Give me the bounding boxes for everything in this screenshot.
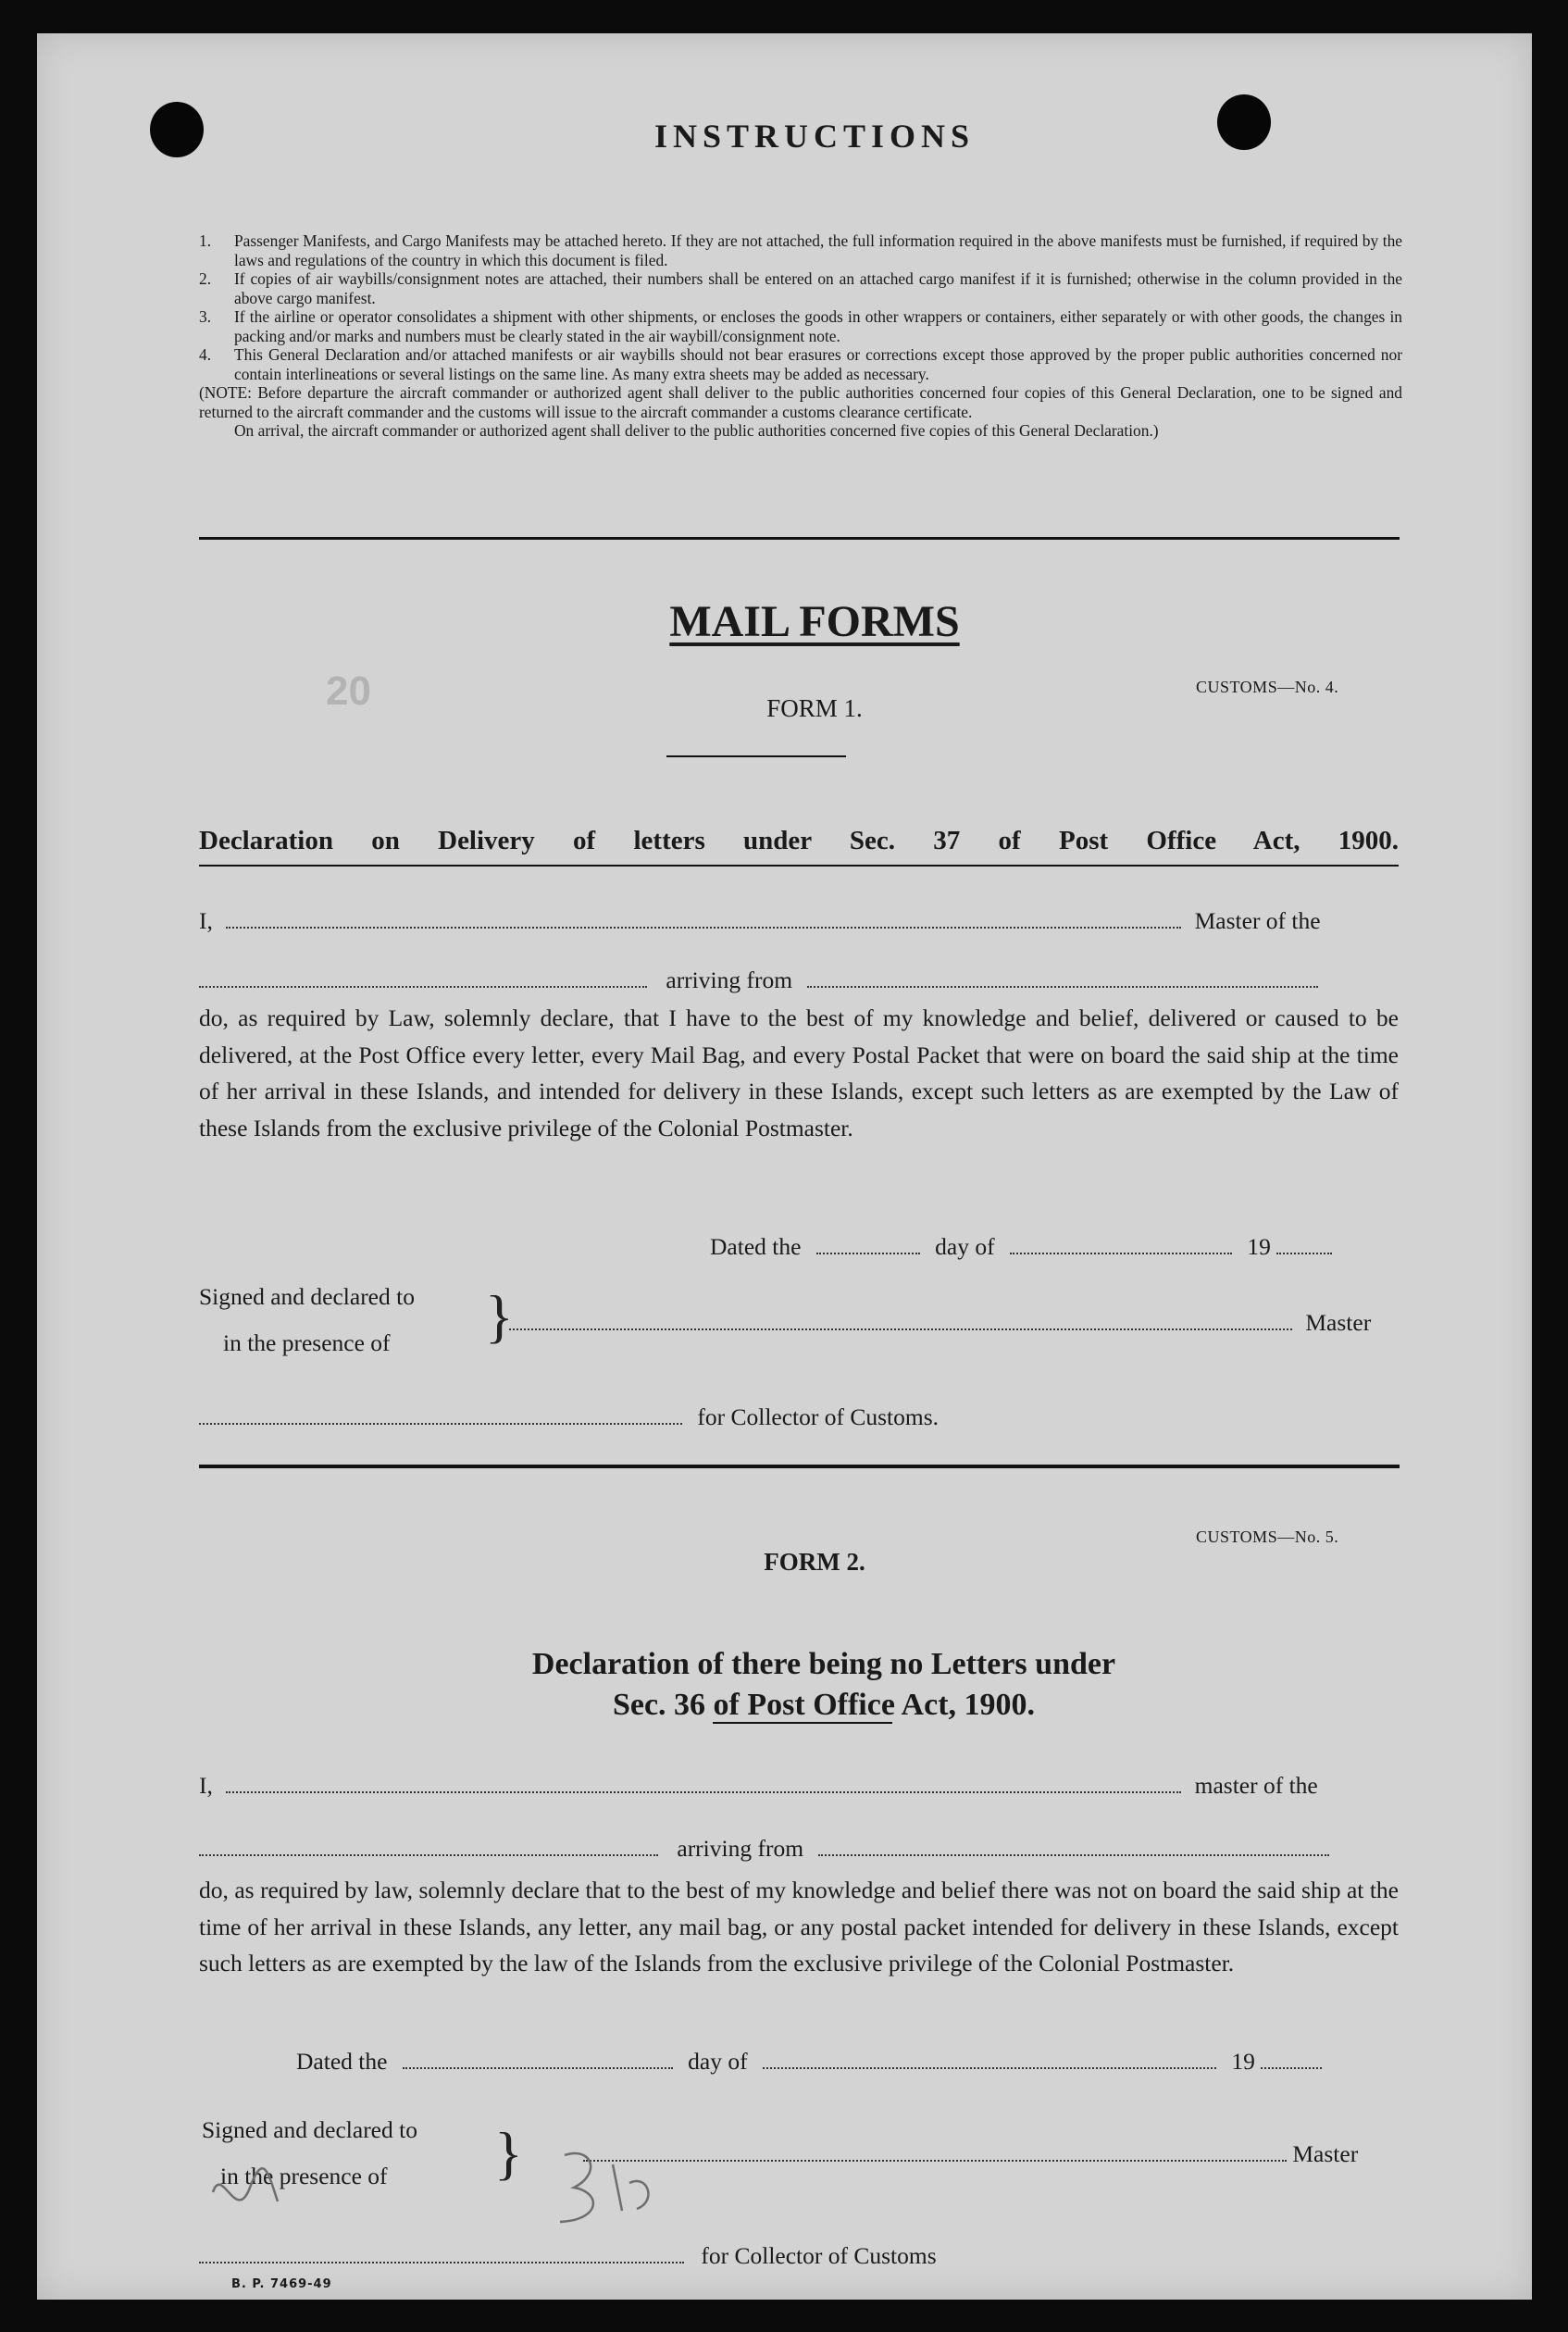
form1-collector-label: for Collector of Customs. (697, 1403, 940, 1430)
section-divider (199, 537, 1400, 540)
form2-body-text: do, as required by law, solemnly declare that to the best of my knowledge and belief there was not on board the said ship at the time of her arrival in these Islands, any letter, any mail bag, or any postal packet intended for delivery in these Islands, except such letters as are exempted by the law of the Islands from the exclusive privilege of the Colonial Postmaster. (199, 1877, 1399, 1977)
form2-port-field[interactable] (818, 1853, 1329, 1856)
form2-declaration-line1: Declaration of there being no Letters under (531, 1647, 1116, 1681)
form1-collector-signature-field[interactable] (199, 1422, 682, 1425)
form1-port-field[interactable] (807, 985, 1318, 988)
form1-month-field[interactable] (1010, 1252, 1232, 1254)
form2-date-field[interactable] (403, 2066, 673, 2069)
form1-date-field[interactable] (816, 1252, 920, 1254)
form2-i-label: I, (199, 1772, 213, 1799)
document-page (37, 33, 1532, 2300)
punch-hole-left (150, 102, 204, 157)
form1-name-line (199, 907, 1400, 935)
form1-customs-number: CUSTOMS—No. 4. (1196, 678, 1339, 696)
form1-title-underline (666, 755, 846, 757)
form2-ship-name-field[interactable] (199, 1853, 658, 1856)
form1-day-of-label: day of (935, 1233, 995, 1260)
form2-month-field[interactable] (763, 2066, 1216, 2069)
form2-dated-the-label: Dated the (296, 2048, 388, 2075)
form2-collector-signature-field[interactable] (199, 2261, 684, 2263)
instruction-item: 1. Passenger Manifests, and Cargo Manifests may be attached hereto. If they are not attached, the full information required in the above manifests must be furnished, if required by the laws and regulations of the country in which this document is filed. (199, 231, 1402, 269)
punch-hole-right (1217, 94, 1271, 150)
form-print-code: B. P. 7469-49 (231, 2277, 332, 2291)
form2-year-field[interactable] (1261, 2066, 1322, 2069)
form1-signed-label: Signed and declared to (199, 1283, 415, 1310)
form1-arriving-from-label: arriving from (666, 966, 793, 993)
form2-declaration-line2: Sec. 36 of Post Office Act, 1900. (612, 1688, 1036, 1722)
form1-declaration-heading: Declaration on Delivery of letters under Sec. 37 of Post Office Act, 1900. (199, 826, 1399, 855)
form2-heading-underline (713, 1722, 892, 1724)
instruction-note: (NOTE: Before departure the aircraft commander or authorized agent shall deliver to the public authorities concerned four copies of this General Declaration, one to be signed and returned to the aircraft commander and the customs will issue to the aircraft commander a customs clearance certificate. (199, 383, 1402, 421)
form1-dated-line (710, 1233, 1332, 1261)
form1-year-field[interactable] (1276, 1252, 1332, 1254)
form1-dated-the-label: Dated the (710, 1233, 802, 1260)
form1-body-text: do, as required by Law, solemnly declare, that I have to the best of my knowledge and belief, delivered or caused to be delivered, at the Post Office every letter, every Mail Bag, and every Postal Packet that were on board the said ship at the time of her arrival in these Islands, and intended for delivery in these Islands, except such letters as are exempted by the Law of these Islands from the exclusive privilege of the Colonial Postmaster. (199, 1004, 1399, 1141)
form2-title: FORM 2. (764, 1548, 865, 1576)
form1-brace: } (485, 1283, 514, 1349)
form2-master-signature-field[interactable] (583, 2159, 1287, 2162)
form2-presence-label: in the presence of (220, 2163, 388, 2189)
form1-arriving-line (199, 966, 1400, 994)
form2-signed-label: Signed and declared to (202, 2116, 417, 2143)
form2-declaration-heading (361, 1644, 1287, 1726)
form2-name-line (199, 1772, 1400, 1800)
form1-master-label: Master (1305, 1309, 1372, 1336)
form1-title: FORM 1. (766, 694, 863, 722)
form2-collector-label: for Collector of Customs (701, 2242, 937, 2269)
form1-ship-name-field[interactable] (199, 985, 647, 988)
form2-brace: } (494, 2120, 523, 2186)
instruction-item: 4. This General Declaration and/or attached manifests or air waybills should not bear erasures or corrections except those approved by the proper public authorities concerned nor contain interlineations or several listings on the same line. As many extra sheets may be added as necessary. (199, 345, 1402, 383)
form1-i-label: I, (199, 907, 213, 934)
form1-presence-label: in the presence of (223, 1329, 391, 1356)
mail-forms-title: MAIL FORMS (669, 597, 960, 646)
form1-master-signature-line (509, 1309, 1371, 1337)
form2-master-signature-line (583, 2140, 1358, 2168)
form2-customs-number: CUSTOMS—No. 5. (1196, 1528, 1339, 1546)
form2-arriving-line (199, 1835, 1400, 1863)
form2-year-label: 19 (1231, 2048, 1255, 2075)
form1-collector-line (199, 1403, 939, 1431)
form2-day-of-label: day of (688, 2048, 748, 2075)
form1-master-name-field[interactable] (226, 926, 1181, 929)
form1-master-signature-field[interactable] (509, 1328, 1292, 1330)
form2-arriving-from-label: arriving from (677, 1835, 804, 1862)
form1-year-label: 19 (1247, 1233, 1271, 1260)
form2-master-name-field[interactable] (226, 1790, 1181, 1793)
form1-master-of-label: Master of the (1194, 907, 1321, 934)
form2-collector-line (199, 2242, 937, 2270)
instruction-item: 2. If copies of air waybills/consignment notes are attached, their numbers shall be entered on an attached cargo manifest if it is furnished; otherwise in the column provided in the above cargo manifest. (199, 269, 1402, 307)
instructions-list (199, 231, 1402, 441)
instruction-note-arrival: On arrival, the aircraft commander or authorized agent shall deliver to the public authorities concerned five copies of this General Declaration.) (234, 421, 1159, 440)
bleed-through-number: 20 (326, 668, 371, 714)
form2-dated-line (296, 2048, 1322, 2076)
instructions-title: INSTRUCTIONS (653, 118, 976, 155)
handwritten-initials (194, 2137, 676, 2238)
form-divider (199, 1465, 1400, 1468)
form2-master-label: Master (1292, 2140, 1359, 2167)
instruction-item: 3. If the airline or operator consolidates a shipment with other shipments, or encloses the goods in other wrappers or containers, either separately or with other goods, the changes in packing and/or marks and numbers must be clearly stated in the air waybill/consignment note. (199, 307, 1402, 345)
form2-master-of-label: master of the (1194, 1772, 1318, 1799)
form1-heading-rule (199, 865, 1399, 867)
